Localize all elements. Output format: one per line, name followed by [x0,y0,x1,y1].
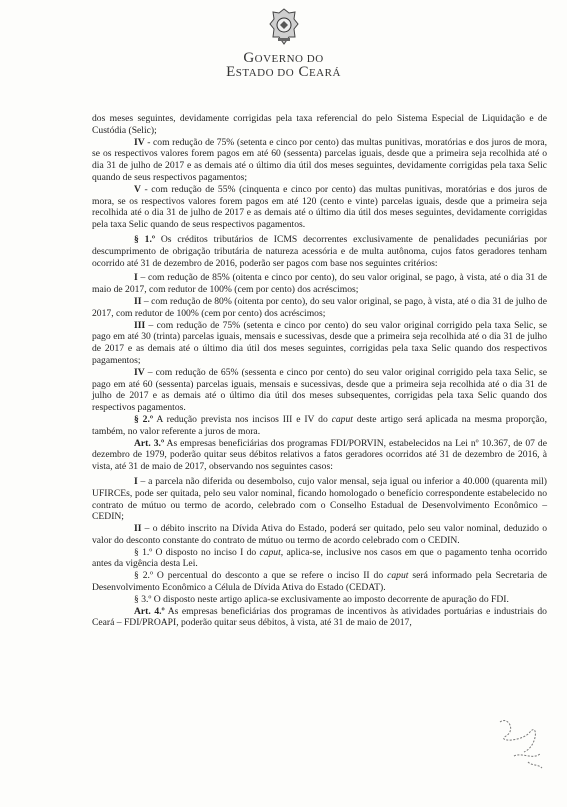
paragraph: § 2.º O percentual do desconto a que se refere o inciso II do caput será informado pela Secretaria de Desenvolvimento Econômico a Célula de Dívida Ativa do Estado (CEDAT). [92,570,547,594]
paragraph: § 2.º A redução prevista nos incisos III e IV do caput deste artigo será aplicada na mesma proporção, também, no valor referente a juros de mora. [92,413,547,437]
paragraph: § 1.º Os créditos tributários de ICMS decorrentes exclusivamente de penalidades pecuniárias por descumprimento de obrigação tributária de natureza acessória e de multa autônoma, cujos fatos geradores tenham ocorrido até 31 de dezembro de 2016, poderão ser pagos com base nos seguintes critérios: [92,233,547,269]
paragraph: I – com redução de 85% (oitenta e cinco por cento), do seu valor original, se pago, à vista, até o dia 31 de maio de 2017, com redutor de 100% (cem por cento) dos acréscimos; [92,272,547,296]
paragraph: Art. 4.º As empresas beneficiárias dos programas de incentivos às atividades portuárias e industriais do Ceará – FDI/PROAPI, poderão quitar seus débitos, à vista, até 31 de maio de 2017, [92,605,547,629]
paragraph: § 1.º O disposto no inciso I do caput, aplica-se, inclusive nos casos em que o pagamento tenha ocorrido antes da vigência desta Lei. [92,546,547,570]
state-title: ESTADO DO CEARÁ [226,64,341,80]
paragraph: IV - com redução de 75% (setenta e cinco por cento) das multas punitivas, moratórias e dos juros de mora, se os respectivos valores forem pagos em até 60 (sessenta) parcelas iguais, desde que a primeira seja recolhida até o dia 31 de julho de 2017 e as demais até o último dia útil dos meses seguintes, devidamente corrigidas pela taxa Selic quando de seus respectivos pagamentos; [92,136,547,183]
paragraph: II – o débito inscrito na Dívida Ativa do Estado, poderá ser quitado, pelo seu valor nominal, deduzido o valor do desconto constante do contrato de mútuo ou termo de acordo celebrado com o CEDIN. [92,523,547,546]
paragraph: § 3.º O disposto neste artigo aplica-se exclusivamente ao imposto decorrente de apuração do FDI. [134,593,509,605]
government-title: GOVERNO DO [243,50,324,66]
paragraph: dos meses seguintes, devidamente corrigidas pela taxa referencial do pelo Sistema Especial de Liquidação e de Custódia (Selic); [92,113,547,136]
paragraph: II – com redução de 80% (oitenta por cento), do seu valor original, se pago, à vista, até o dia 31 de julho de 2017, com redutor de 100% (cem por cento) dos acréscimos; [92,295,547,319]
paragraph: I – a parcela não diferida ou desembolso, cujo valor mensal, seja igual ou inferior a 40.000 (quarenta mil) UFIRCEs, pode ser quitada, pelo seu valor nominal, ficando homologado o benefício correspondente estabelecido no contrato de mútuo ou termo de acordo, celebrado com o Conselho Estadual de Desenvolvimento Econômico – CEDIN; [92,475,547,523]
paragraph: III – com redução de 75% (setenta e cinco por cento) do seu valor original corrigido pela taxa Selic, se pago em até 30 (trinta) parcelas iguais, mensais e sucessivas, desde que a primeira seja recolhida até o dia 31 de julho de 2017 e as demais até o último dia útil dos meses seguintes, corrigidas pela taxa Selic quando dos respectivos pagamentos; [92,319,547,366]
law-body-text [92,113,547,629]
coat-of-arms-icon [267,7,301,47]
paragraph: V - com redução de 55% (cinquenta e cinco por cento) das multas punitivas, moratórias e dos juros de mora, se os respectivos valores forem pagos em até 120 (cento e vinte) parcelas iguais, desde que a primeira seja recolhida até o dia 31 de julho de 2017 e as demais até o último dia útil dos meses seguintes, devidamente corrigidas pela taxa Selic quando de seus respectivos pagamentos. [92,183,547,231]
handwritten-initials-icon [494,712,546,772]
paragraph: Art. 3.º As empresas beneficiárias dos programas FDI/PORVIN, estabelecidos na Lei nº 10.367, de 07 de dezembro de 1979, poderão quitar seus débitos relativos a fatos geradores ocorridos até 31 de dezembro de 2016, à vista, até 31 de maio de 2017, observando nos seguintes casos: [92,437,547,473]
paragraph: IV – com redução de 65% (sessenta e cinco por cento) do seu valor original corrigido pela taxa Selic, se pago em até 60 (sessenta) parcelas iguais, mensais e sucessivas, desde que a primeira seja recolhida até o dia 31 de julho de 2017 e as demais até o último dia útil dos meses subsequentes, corrigidas pela taxa Selic quando dos respectivos pagamentos. [92,366,547,414]
